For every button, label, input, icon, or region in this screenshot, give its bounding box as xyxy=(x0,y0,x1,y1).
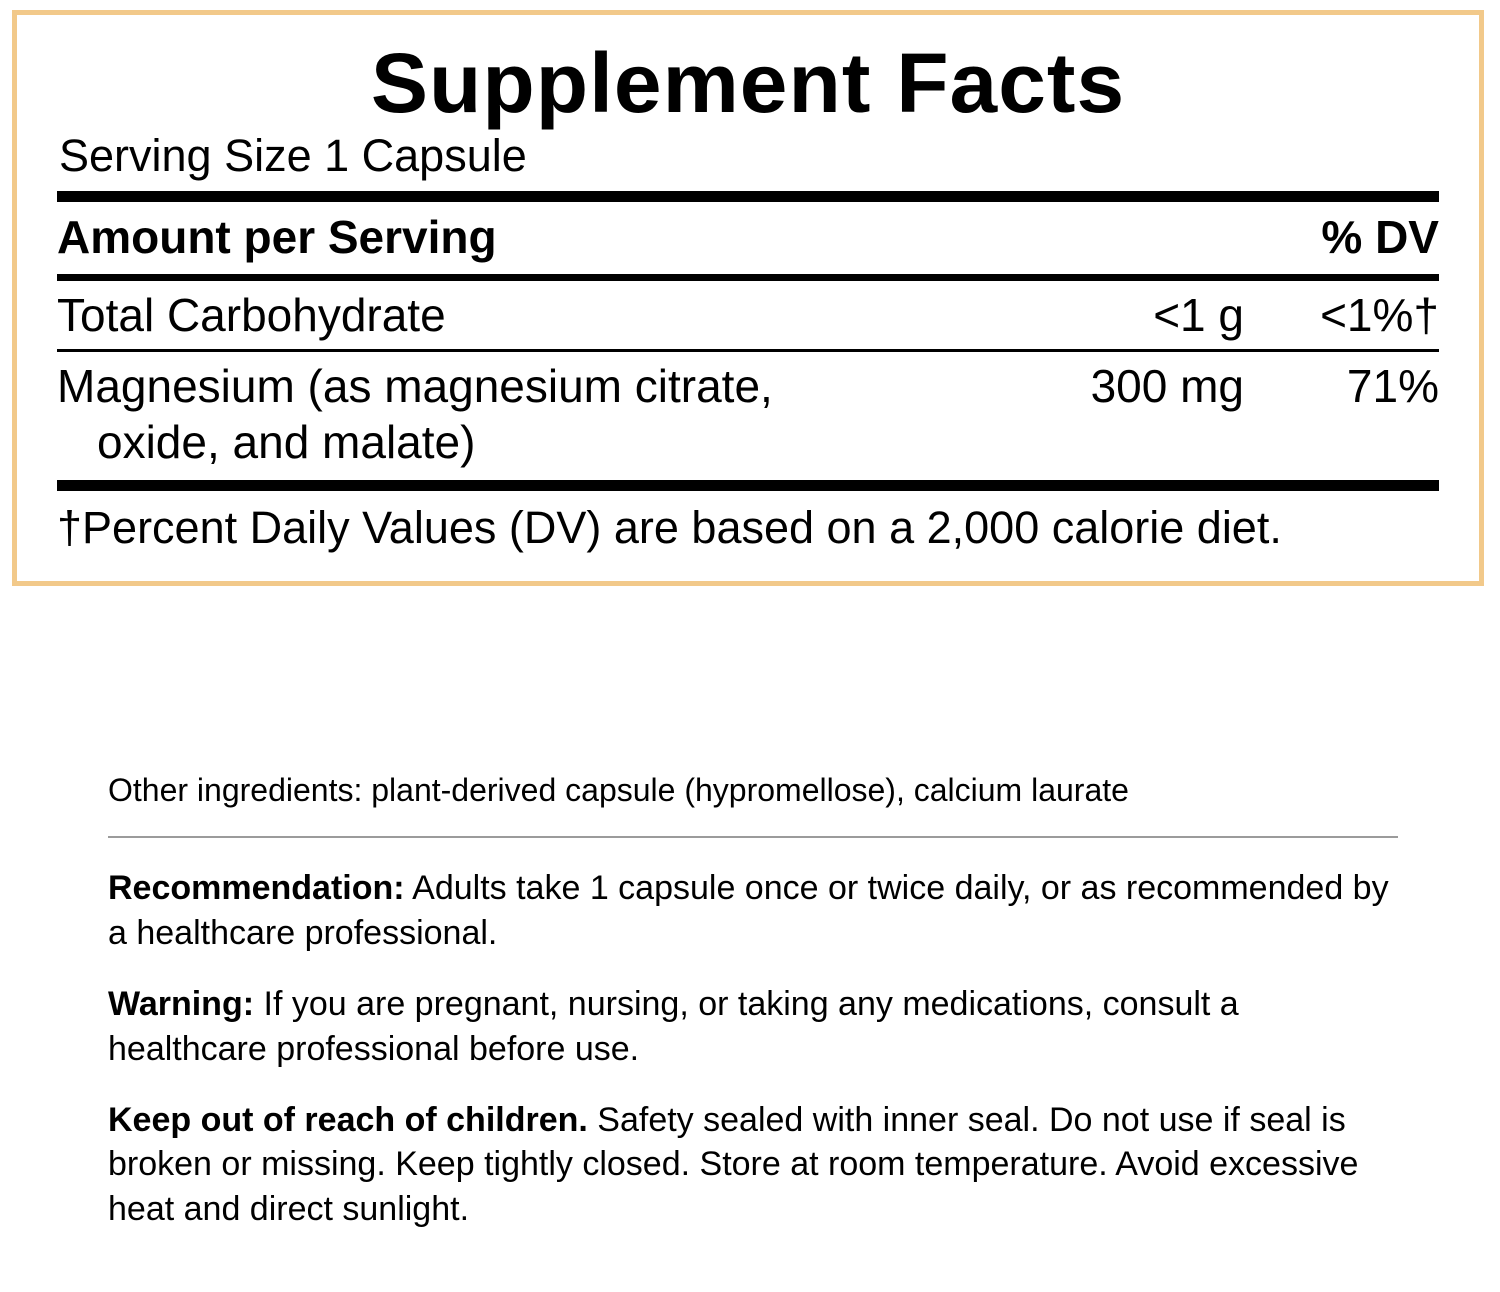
warning-text: If you are pregnant, nursing, or taking any medications, consult a healthcare professional before use. xyxy=(108,984,1239,1068)
nutrient-name xyxy=(57,287,1014,343)
divider-below-header xyxy=(57,274,1439,281)
nutrient-row xyxy=(57,281,1439,349)
panel-title: Supplement Facts xyxy=(370,36,1126,130)
nutrient-amount: 300 mg xyxy=(1090,359,1244,412)
other-ingredients: Other ingredients: plant-derived capsule (hypromellose), calcium laurate xyxy=(108,772,1129,808)
serving-size: Serving Size 1 Capsule xyxy=(59,130,527,181)
nutrient-name-line1: Magnesium (as magnesium citrate, xyxy=(57,359,773,412)
column-header-row xyxy=(57,202,1439,274)
supplement-facts-panel xyxy=(12,10,1484,586)
warning-paragraph xyxy=(108,982,1398,1072)
nutrient-dv: <1%† xyxy=(1320,288,1439,341)
nutrient-name-line1: Total Carbohydrate xyxy=(57,288,446,341)
keep-out-of-reach-paragraph xyxy=(108,1098,1398,1233)
keep-out-text: Safety sealed with inner seal. Do not use if seal is broken or missing. Keep tightly closed. Store at room temperature. Avoid excessive heat and direct sunlight. xyxy=(108,1100,1359,1229)
recommendation-text: Adults take 1 capsule once or twice daily, or as recommended by a healthcare professional. xyxy=(108,869,1389,952)
recommendation-label: Recommendation: xyxy=(108,869,405,907)
label-text-block xyxy=(108,770,1398,1258)
amount-per-serving-header: Amount per Serving xyxy=(57,210,497,263)
nutrient-name-line2: oxide, and malate) xyxy=(97,415,476,468)
section-divider xyxy=(108,836,1398,838)
nutrient-name xyxy=(57,358,1014,470)
nutrient-dv: 71% xyxy=(1346,359,1439,412)
dv-header: % DV xyxy=(1321,210,1439,263)
warning-label: Warning: xyxy=(108,984,255,1023)
daily-value-footnote: †Percent Daily Values (DV) are based on a 2,000 calorie diet. xyxy=(57,501,1282,553)
nutrient-row xyxy=(57,352,1439,476)
divider-heavy-bottom xyxy=(57,480,1439,491)
keep-out-label: Keep out of reach of children. xyxy=(108,1100,588,1139)
recommendation-paragraph xyxy=(108,866,1398,956)
divider-heavy-top xyxy=(57,191,1439,202)
nutrient-amount: <1 g xyxy=(1153,288,1244,341)
